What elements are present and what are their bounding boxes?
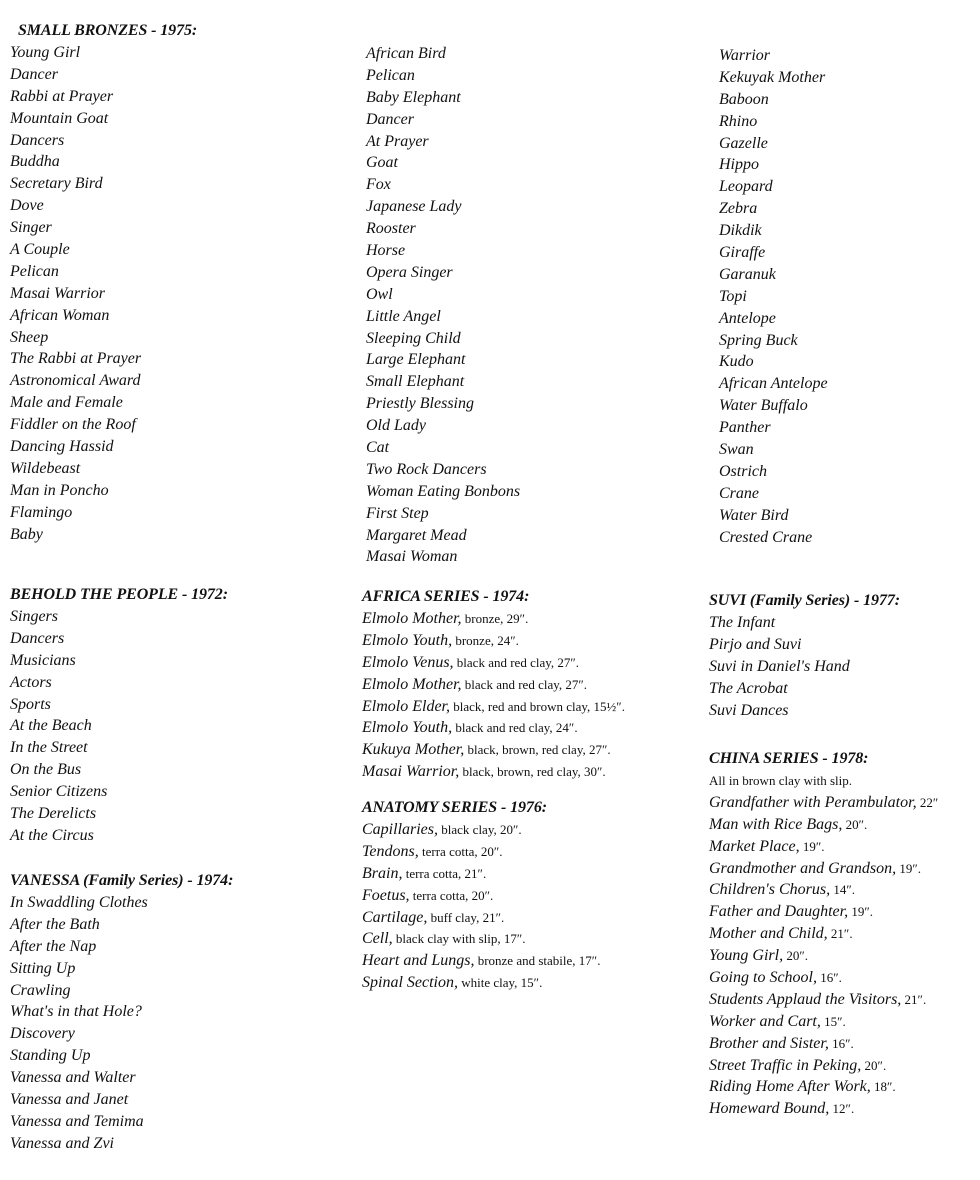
list-item bbox=[362, 696, 625, 718]
list-item bbox=[362, 950, 600, 972]
item-list bbox=[709, 612, 900, 721]
work-title: Foetus, bbox=[362, 886, 410, 904]
item-list bbox=[709, 792, 938, 1120]
list-item: Japanese Lady bbox=[366, 198, 462, 216]
list-item bbox=[362, 717, 625, 739]
list-item: Rooster bbox=[366, 220, 416, 238]
list-item: Sitting Up bbox=[10, 959, 76, 977]
work-title: Market Place, bbox=[709, 837, 800, 855]
list-item: In the Street bbox=[10, 739, 88, 757]
list-item: Small Elephant bbox=[366, 373, 465, 391]
work-detail: terra cotta, 20″. bbox=[409, 887, 494, 903]
work-detail: 20″. bbox=[861, 1057, 887, 1073]
list-item: Ostrich bbox=[719, 462, 767, 480]
list-item: Male and Female bbox=[10, 394, 123, 412]
work-detail: black, red and brown clay, 15½″. bbox=[450, 698, 625, 714]
work-detail: 20″. bbox=[783, 948, 809, 964]
list-item: Actors bbox=[10, 673, 52, 691]
list-item bbox=[709, 879, 938, 901]
work-detail: black and red clay, 27″. bbox=[461, 676, 588, 692]
list-item bbox=[362, 863, 600, 885]
list-item: The Acrobat bbox=[709, 679, 788, 697]
list-item bbox=[709, 1011, 938, 1033]
work-title: Children's Chorus, bbox=[709, 881, 831, 899]
list-item: Goat bbox=[366, 154, 398, 172]
work-title: Brain, bbox=[362, 864, 403, 882]
work-title: Cell, bbox=[362, 930, 393, 948]
work-detail: black clay, 20″. bbox=[438, 822, 522, 837]
list-item: What's in that Hole? bbox=[10, 1003, 142, 1021]
list-item: At the Beach bbox=[10, 717, 92, 735]
list-item: Topi bbox=[719, 287, 747, 305]
work-title: Grandmother and Grandson, bbox=[709, 859, 897, 877]
list-item bbox=[709, 945, 938, 967]
work-detail: 20″. bbox=[842, 816, 868, 832]
work-detail: terra cotta, 21″. bbox=[402, 865, 487, 881]
list-item: Masai Woman bbox=[366, 548, 458, 566]
list-item: Sports bbox=[10, 695, 51, 713]
work-title: Elmolo Elder, bbox=[362, 697, 450, 715]
work-detail: 21″. bbox=[901, 991, 927, 1007]
work-detail: buff clay, 21″. bbox=[427, 909, 505, 925]
small-bronzes-continued-section bbox=[362, 43, 520, 568]
list-item bbox=[362, 630, 625, 652]
work-title: Man with Rice Bags, bbox=[709, 815, 843, 833]
list-item bbox=[709, 923, 938, 945]
list-item bbox=[362, 608, 625, 630]
small-bronzes-section bbox=[10, 20, 197, 545]
work-detail: black and red clay, 24″. bbox=[452, 720, 578, 736]
work-detail: 16″. bbox=[817, 970, 842, 986]
list-item: On the Bus bbox=[10, 761, 82, 779]
list-item: Musicians bbox=[10, 651, 76, 669]
work-title: Mother and Child, bbox=[709, 925, 828, 943]
work-title: Elmolo Youth, bbox=[362, 631, 453, 649]
work-detail: terra cotta, 20″. bbox=[418, 843, 503, 859]
work-detail: black, brown, red clay, 30″. bbox=[459, 764, 606, 780]
work-title: Father and Daughter, bbox=[709, 903, 849, 921]
list-item: Pelican bbox=[10, 262, 59, 280]
list-item bbox=[362, 652, 625, 674]
list-item: Two Rock Dancers bbox=[366, 460, 487, 478]
work-title: Cartilage, bbox=[362, 908, 428, 926]
list-item: Baby bbox=[10, 525, 43, 543]
work-title: Riding Home After Work, bbox=[709, 1078, 871, 1096]
list-item: Sleeping Child bbox=[366, 329, 461, 347]
list-item: Sheep bbox=[10, 328, 49, 346]
section-heading: SUVI (Family Series) - 1977: bbox=[709, 592, 900, 609]
list-item: African Bird bbox=[366, 45, 446, 62]
list-item bbox=[362, 739, 625, 761]
list-item bbox=[709, 858, 938, 880]
work-detail: 22″ bbox=[916, 794, 939, 810]
work-title: Spinal Section, bbox=[362, 974, 458, 992]
item-list bbox=[362, 608, 625, 783]
africa-series-section bbox=[362, 586, 625, 783]
list-item: Opera Singer bbox=[366, 263, 453, 281]
list-item: Discovery bbox=[10, 1025, 75, 1043]
list-item: Spring Buck bbox=[719, 331, 798, 349]
list-item bbox=[362, 928, 600, 950]
list-item: Baboon bbox=[719, 90, 769, 108]
work-title: Kukuya Mother, bbox=[362, 741, 465, 759]
list-item: First Step bbox=[366, 504, 429, 522]
list-item: Horse bbox=[366, 242, 406, 260]
list-item bbox=[709, 1033, 938, 1055]
work-detail: 21″. bbox=[827, 926, 853, 942]
list-item: Margaret Mead bbox=[366, 526, 467, 544]
work-title: Elmolo Mother, bbox=[362, 675, 462, 693]
list-item: Dove bbox=[10, 197, 44, 215]
work-detail: 16″. bbox=[828, 1035, 854, 1051]
work-title: Elmolo Youth, bbox=[362, 719, 453, 737]
list-item: African Woman bbox=[10, 306, 110, 324]
work-detail: 12″. bbox=[829, 1101, 855, 1117]
list-item: Rabbi at Prayer bbox=[10, 87, 114, 105]
list-item: Mountain Goat bbox=[10, 109, 109, 127]
list-item: African Antelope bbox=[719, 375, 828, 393]
work-title: Grandfather with Perambulator, bbox=[709, 793, 917, 811]
list-item: Young Girl bbox=[10, 44, 81, 61]
list-item: Rhino bbox=[719, 112, 758, 130]
list-item: Vanessa and Temima bbox=[10, 1112, 144, 1130]
list-item: Swan bbox=[719, 441, 754, 459]
list-item: At the Circus bbox=[10, 826, 94, 844]
list-item: Crawling bbox=[10, 981, 71, 999]
work-detail: white clay, 15″. bbox=[457, 975, 543, 991]
work-detail: 19″. bbox=[799, 838, 825, 854]
list-item: Kekuyak Mother bbox=[719, 68, 826, 86]
work-detail: 19″. bbox=[848, 904, 874, 920]
work-detail: bronze, 24″. bbox=[452, 632, 519, 648]
work-title: Masai Warrior, bbox=[362, 763, 460, 781]
list-item bbox=[709, 989, 938, 1011]
list-item: Baby Elephant bbox=[366, 88, 461, 106]
list-item: Pelican bbox=[366, 66, 415, 84]
list-item bbox=[709, 1076, 938, 1098]
item-list bbox=[362, 819, 600, 994]
list-item: Standing Up bbox=[10, 1047, 91, 1065]
section-heading: ANATOMY SERIES - 1976: bbox=[362, 799, 547, 816]
list-item: After the Bath bbox=[10, 915, 100, 933]
list-item: Fiddler on the Roof bbox=[10, 416, 136, 434]
item-list bbox=[10, 42, 197, 545]
list-item: Priestly Blessing bbox=[366, 395, 474, 413]
list-item: Leopard bbox=[719, 178, 773, 196]
work-title: Tendons, bbox=[362, 842, 419, 860]
work-title: Heart and Lungs, bbox=[362, 952, 475, 970]
vanessa-section bbox=[10, 870, 233, 1155]
list-item: The Derelicts bbox=[10, 805, 97, 823]
list-item: The Rabbi at Prayer bbox=[10, 350, 142, 368]
list-item: Dancers bbox=[10, 629, 65, 647]
behold-the-people-section bbox=[10, 584, 228, 847]
list-item: Dikdik bbox=[719, 222, 762, 240]
list-item: Gazelle bbox=[719, 134, 768, 152]
section-heading: CHINA SERIES - 1978: bbox=[709, 750, 869, 767]
list-item: Hippo bbox=[719, 156, 759, 174]
section-heading: BEHOLD THE PEOPLE - 1972: bbox=[10, 586, 228, 603]
list-item: Crane bbox=[719, 484, 759, 502]
list-item: Warrior bbox=[719, 47, 770, 64]
work-title: Worker and Cart, bbox=[709, 1012, 821, 1030]
work-detail: black, brown, red clay, 27″. bbox=[464, 742, 611, 758]
item-list bbox=[10, 606, 228, 847]
list-item: In Swaddling Clothes bbox=[10, 894, 148, 911]
list-item bbox=[709, 836, 938, 858]
list-item: Dancer bbox=[366, 110, 414, 128]
list-item: Kudo bbox=[719, 353, 754, 371]
list-item: A Couple bbox=[10, 241, 70, 259]
list-item: Pirjo and Suvi bbox=[709, 635, 802, 653]
list-item: Vanessa and Walter bbox=[10, 1069, 136, 1087]
list-item: Water Bird bbox=[719, 506, 789, 524]
list-item bbox=[362, 972, 600, 994]
work-detail: 15″. bbox=[820, 1013, 846, 1029]
list-item: Cat bbox=[366, 439, 390, 457]
list-item: Flamingo bbox=[10, 503, 73, 521]
list-item: Panther bbox=[719, 419, 771, 437]
work-detail: 14″. bbox=[830, 882, 855, 898]
list-item: Giraffe bbox=[719, 244, 766, 262]
item-list bbox=[362, 43, 520, 568]
list-item: Water Buffalo bbox=[719, 397, 808, 415]
list-item: Little Angel bbox=[366, 307, 441, 325]
list-item bbox=[709, 901, 938, 923]
list-item: Singer bbox=[10, 219, 52, 237]
list-item: Suvi in Daniel's Hand bbox=[709, 657, 850, 675]
work-title: Students Applaud the Visitors, bbox=[709, 990, 902, 1008]
list-item bbox=[362, 674, 625, 696]
list-item: Dancer bbox=[10, 65, 58, 83]
work-title: Going to School, bbox=[709, 969, 817, 987]
work-title: Elmolo Mother, bbox=[362, 610, 462, 627]
list-item: Secretary Bird bbox=[10, 175, 103, 193]
work-detail: 18″. bbox=[870, 1079, 896, 1095]
list-item: Senior Citizens bbox=[10, 783, 108, 801]
list-item: Large Elephant bbox=[366, 351, 466, 369]
list-item: Old Lady bbox=[366, 417, 426, 435]
list-item bbox=[362, 841, 600, 863]
work-title: Young Girl, bbox=[709, 947, 784, 965]
list-item bbox=[709, 967, 938, 989]
list-item: The Infant bbox=[709, 614, 776, 631]
list-item bbox=[362, 907, 600, 929]
list-item: Masai Warrior bbox=[10, 284, 105, 302]
list-item: Woman Eating Bonbons bbox=[366, 482, 521, 500]
section-heading: VANESSA (Family Series) - 1974: bbox=[10, 872, 234, 889]
list-item: Vanessa and Zvi bbox=[10, 1134, 114, 1152]
list-item: Owl bbox=[366, 285, 393, 303]
work-title: Homeward Bound, bbox=[709, 1100, 830, 1118]
small-bronzes-continued-section bbox=[709, 45, 828, 548]
list-item: Dancing Hassid bbox=[10, 438, 114, 456]
list-item: Singers bbox=[10, 608, 58, 625]
list-item: Wildebeast bbox=[10, 459, 81, 477]
work-title: Brother and Sister, bbox=[709, 1034, 829, 1052]
work-detail: black and red clay, 27″. bbox=[453, 654, 580, 670]
list-item: Suvi Dances bbox=[709, 701, 789, 719]
list-item: Buddha bbox=[10, 153, 60, 171]
china-series-section bbox=[709, 748, 938, 1120]
list-item bbox=[362, 761, 625, 783]
list-item: Zebra bbox=[719, 200, 758, 218]
section-heading: SMALL BRONZES - 1975: bbox=[18, 22, 198, 39]
list-item: Man in Poncho bbox=[10, 481, 109, 499]
work-title: Elmolo Venus, bbox=[362, 653, 454, 671]
list-item: Garanuk bbox=[719, 265, 776, 283]
list-item: Vanessa and Janet bbox=[10, 1091, 129, 1109]
list-item bbox=[709, 814, 938, 836]
list-item bbox=[362, 885, 600, 907]
list-item: Astronomical Award bbox=[10, 372, 141, 390]
list-item: Crested Crane bbox=[719, 528, 813, 546]
work-title: Capillaries, bbox=[362, 821, 439, 838]
list-item: Dancers bbox=[10, 131, 65, 149]
list-item bbox=[709, 792, 938, 814]
section-heading: AFRICA SERIES - 1974: bbox=[362, 588, 530, 605]
anatomy-series-section bbox=[362, 797, 600, 994]
work-detail: black clay with slip, 17″. bbox=[392, 931, 526, 947]
list-item: Antelope bbox=[719, 309, 776, 327]
work-detail: 19″. bbox=[896, 860, 922, 876]
list-item bbox=[709, 1055, 938, 1077]
list-item bbox=[362, 819, 600, 841]
work-detail: bronze and stabile, 17″. bbox=[474, 953, 601, 969]
list-item: Fox bbox=[366, 176, 391, 194]
section-note: All in brown clay with slip. bbox=[709, 773, 852, 788]
work-detail: bronze, 29″. bbox=[461, 611, 529, 626]
list-item bbox=[709, 1098, 938, 1120]
item-list bbox=[709, 45, 828, 548]
item-list bbox=[10, 892, 233, 1155]
list-item: After the Nap bbox=[10, 937, 97, 955]
list-item: At Prayer bbox=[366, 132, 429, 150]
suvi-section bbox=[709, 590, 900, 721]
work-title: Street Traffic in Peking, bbox=[709, 1056, 862, 1074]
